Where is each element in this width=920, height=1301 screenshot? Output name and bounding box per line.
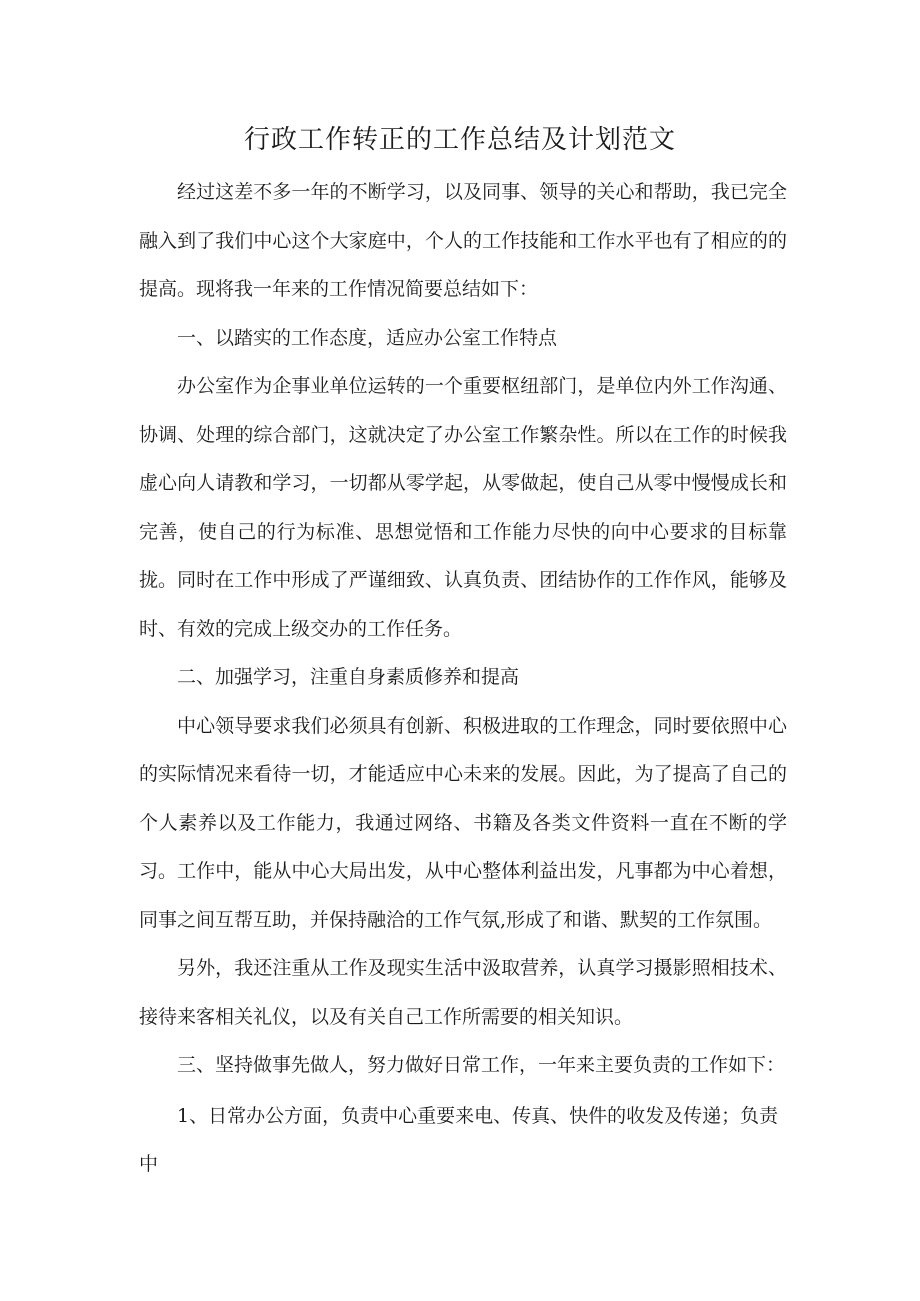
document-body <box>139 168 787 1189</box>
paragraph-intro: 经过这差不多一年的不断学习，以及同事、领导的关心和帮助，我已完全融入到了我们中心这个大家庭中，个人的工作技能和工作水平也有了相应的的提高。现将我一年来的工作情况简要总结如下： <box>139 181 787 300</box>
paragraph-section-1: 办公室作为企事业单位运转的一个重要枢纽部门，是单位内外工作沟通、协调、处理的综合部门，这就决定了办公室工作繁杂性。所以在工作的时候我虚心向人请教和学习，一切都从零学起，从零做起，使自己从零中慢慢成长和完善，使自己的行为标准、思想觉悟和工作能力尽快的向中心要求的目标靠拢。同时在工作中形成了严谨细致、认真负责、团结协作的工作作风，能够及时、有效的完成上级交办的工作任务。 <box>139 375 787 640</box>
document-title: 行政工作转正的工作总结及计划范文 <box>243 125 676 155</box>
section-heading-1: 一、以踏实的工作态度，适应办公室工作特点 <box>177 326 558 349</box>
paragraph-section-2: 中心领导要求我们必须具有创新、积极进取的工作理念，同时要依照中心的实际情况来看待一切，才能适应中心未来的发展。因此，为了提高了自己的个人素养以及工作能力，我通过网络、书籍及各类文件资料一直在不断的学习。工作中，能从中心大局出发，从中心整体利益出发，凡事都为中心着想，同事之间互帮互助，并保持融洽的工作气氛,形成了和谐、默契的工作氛围。 <box>139 714 787 931</box>
section-heading-3: 三、坚持做事先做人，努力做好日常工作，一年来主要负责的工作如下： <box>177 1054 786 1076</box>
section-heading-2: 二、加强学习，注重自身素质修养和提高 <box>177 666 520 688</box>
paragraph-section-2-extra: 另外，我还注重从工作及现实生活中汲取营养，认真学习摄影照相技术、接待来客相关礼仪，以及有关自己工作所需要的相关知识。 <box>139 957 787 1028</box>
list-item-1: 1、日常办公方面，负责中心重要来电、传真、快件的收发及传递；负责中 <box>139 1104 779 1175</box>
